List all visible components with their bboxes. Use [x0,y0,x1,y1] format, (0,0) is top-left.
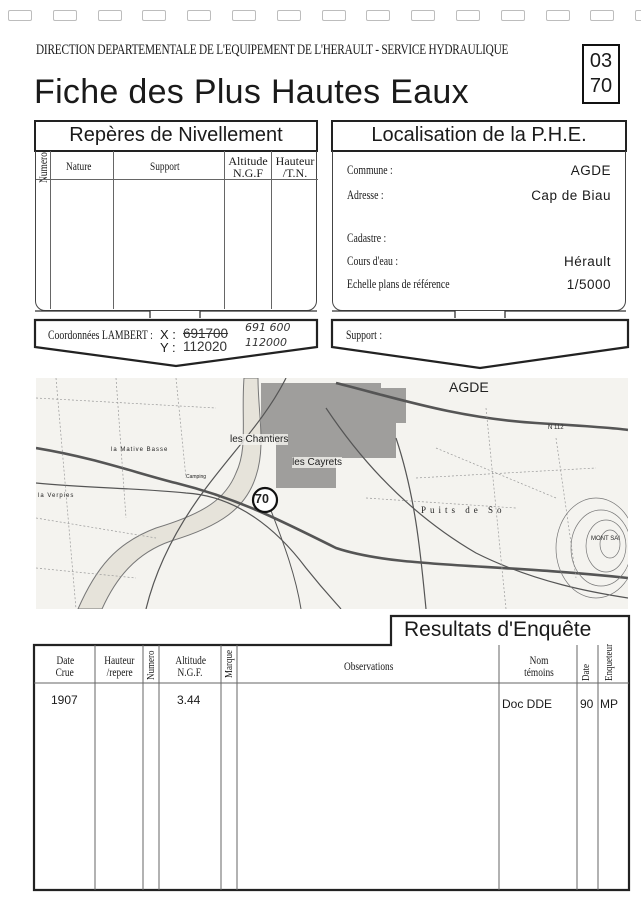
x-value-handwritten: 691 600 [245,321,291,334]
res-col-temoins: Nom témoins [523,653,554,679]
reperes-title: Repères de Nivellement [34,120,318,152]
form-outlines [0,0,641,380]
adresse-value: Cap de Biau [531,188,611,203]
map-label-les-cayrets: les Cayrets [292,457,343,468]
resultats-title: Resultats d'Enquête [404,618,592,641]
map-label-camping: Camping [186,474,207,480]
localisation-title: Localisation de la P.H.E. [331,120,627,152]
y-value-handwritten: 112000 [245,336,287,349]
map-label-verpies: la Verpies [38,493,75,499]
map-label-les-chantiers: les Chantiers [230,434,289,445]
res-col-observations: Observations [343,659,394,673]
res-col-enqueteur: Enqueteur [603,643,615,681]
cadastre-label: Cadastre : [347,231,387,245]
map-marker-label: 70 [255,492,269,506]
record-id-bottom: 70 [589,75,613,97]
cours-eau-label: Cours d'eau : [347,254,399,268]
res-col-altitude: Altitude N.G.F. [175,653,206,679]
res-col-numero: Numero [145,650,157,680]
reperes-col-hauteur: Hauteur /T.N. [275,154,315,180]
lambert-label: Coordonnées LAMBERT : [48,328,153,342]
echelle-value: 1/5000 [566,277,611,292]
echelle-label: Echelle plans de référence [347,277,450,291]
y-value: 112020 [183,339,228,354]
map-label-agde: AGDE [449,379,489,395]
map-label-n112: N 112 [548,425,564,431]
res-col-hauteur: Hauteur /repere [104,653,135,679]
cell-date-crue: 1907 [51,693,78,707]
map-contours [556,498,628,598]
reperes-col-nature: Nature [65,159,92,173]
cell-enqueteur: MP [600,697,618,711]
reperes-col-numero: Numero [38,152,50,183]
support-label: Support : [346,328,383,342]
adresse-label: Adresse : [347,188,384,202]
location-map[interactable] [36,378,628,609]
river-herault [78,378,261,609]
commune-label: Commune : [347,163,393,177]
map-label-puits: Puits de So [421,505,506,515]
x-label: X : [160,327,176,342]
cell-temoins: Doc DDE [502,697,553,711]
cell-date: 90 [580,697,594,711]
cours-eau-value: Hérault [563,254,611,269]
res-col-date: Date [580,663,592,681]
map-label-mative-basse: la Mative Basse [111,447,169,453]
page-title: Fiche des Plus Hautes Eaux [34,73,469,111]
map-drawing [36,378,628,609]
map-label-mont: MONT SAI [591,536,620,542]
x-value-struck: 691700 [183,326,229,341]
cell-altitude: 3.44 [177,693,201,707]
res-col-date-crue: Date Crue [55,653,75,679]
commune-value: AGDE [570,163,611,178]
y-label: Y : [160,340,176,355]
reperes-col-altitude: Altitude N.G.F [228,154,268,180]
reperes-col-support: Support [149,159,180,173]
organization-header: DIRECTION DEPARTEMENTALE DE L'EQUIPEMENT DE L'HERAULT - SERVICE HYDRAULIQUE [36,42,509,58]
record-id-top: 03 [589,50,613,72]
res-col-marque: Marque [223,649,235,678]
